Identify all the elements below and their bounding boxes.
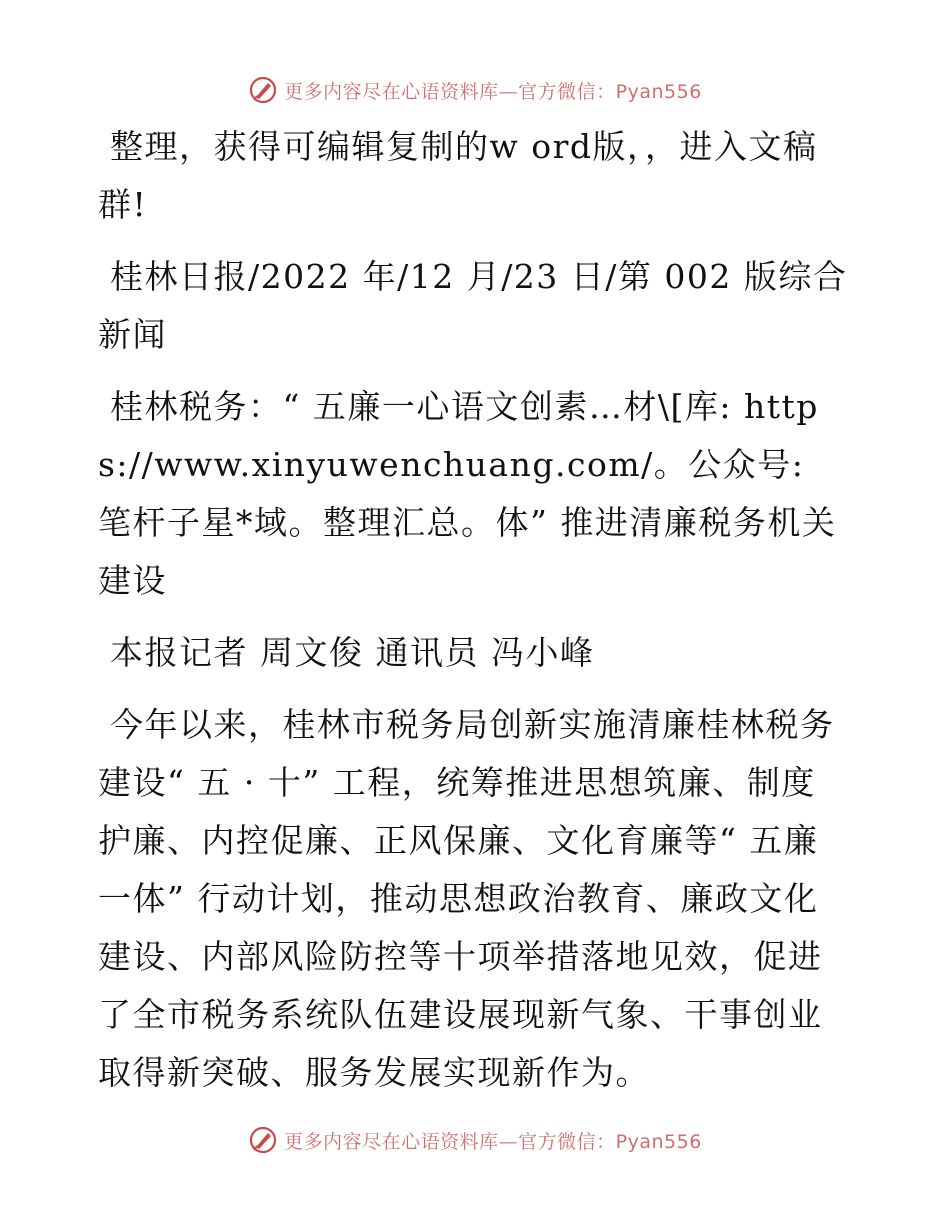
document-body [98, 118, 850, 1116]
quill-pen-icon [248, 75, 278, 105]
footer-watermark [0, 1120, 950, 1160]
paragraph-intro: 整理，获得可编辑复制的w ord版，，进入文稿群! [98, 127, 818, 224]
watermark-site-text: 更多内容尽在心语资料库 [284, 1130, 499, 1153]
paragraph-headline: 桂林税务：“ 五廉一心语文创素…材\[库: https://www.xinyuwenchuang.com/。公众号: 笔杆子星*域。整理汇总。体” 推进清廉税务机关建设 [98, 387, 837, 600]
watermark-site-text: 更多内容尽在心语资料库 [284, 80, 499, 103]
watermark-wechat-text: 官方微信：Pyan556 [518, 80, 702, 103]
watermark-wechat-text: 官方微信：Pyan556 [518, 1130, 702, 1153]
watermark-separator: — [498, 80, 519, 103]
header-watermark [0, 70, 950, 110]
paragraph-byline: 本报记者 周文俊 通讯员 冯小峰 [110, 633, 595, 672]
paragraph-source: 桂林日报/2022 年/12 月/23 日/第 002 版综合新闻 [98, 257, 848, 354]
paragraph-body: 今年以来，桂林市税务局创新实施清廉桂林税务建设“ 五 · 十” 工程，统筹推进思想筑廉、制度护廉、内控促廉、正风保廉、文化育廉等“ 五廉一体” 行动计划，推动思想政治教育、廉政文化建设、内部风险防控等十项举措落地见效，促进了全市税务系统队伍建设展现新气象、干事创业取得新突破、服务发展实现新作为。 [98, 705, 835, 1092]
watermark-separator: — [498, 1130, 519, 1153]
quill-pen-icon [248, 1125, 278, 1155]
